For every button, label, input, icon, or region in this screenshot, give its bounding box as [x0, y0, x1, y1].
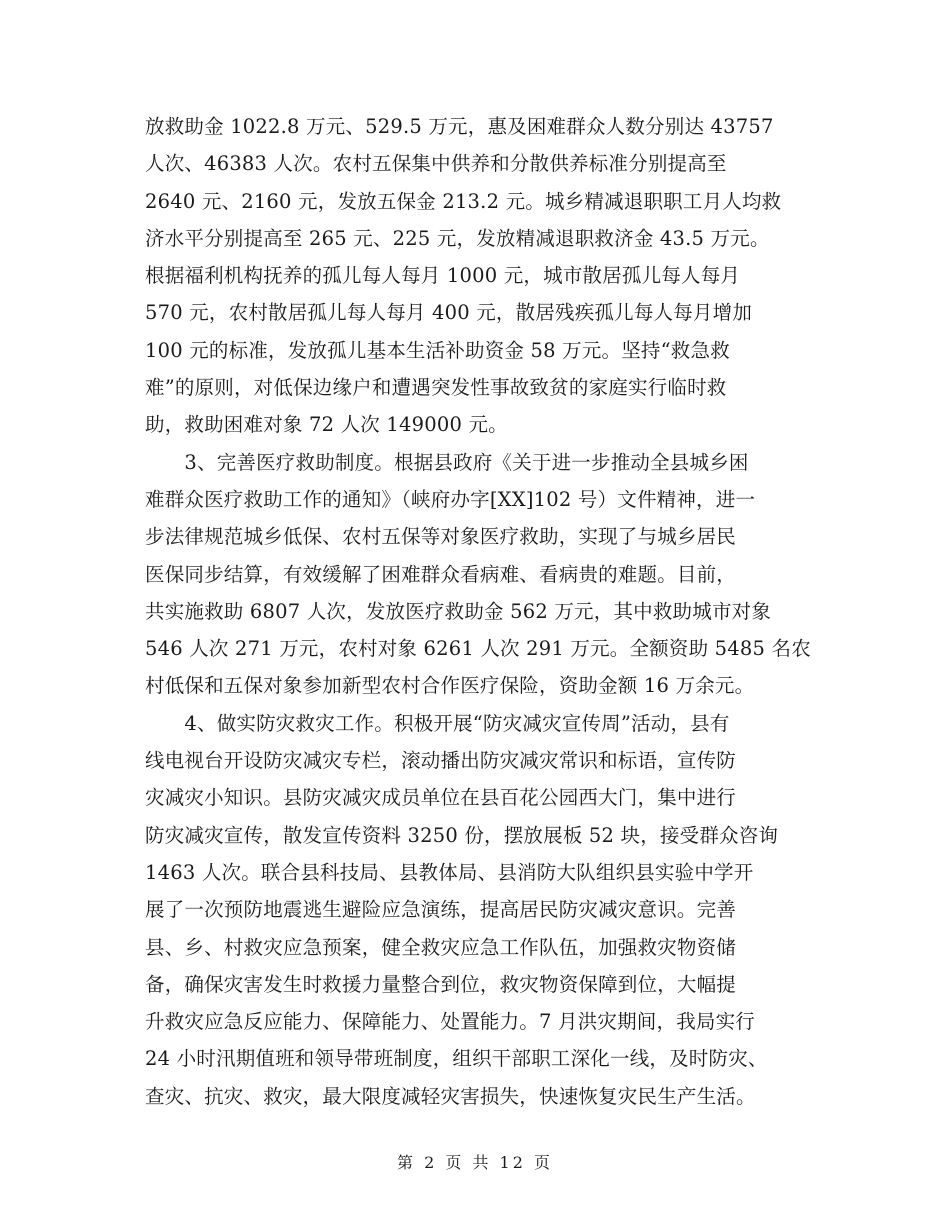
text-line: 展了一次预防地震逃生避险应急演练，提高居民防灾减灾意识。完善	[145, 898, 737, 922]
text-line: 570 元，农村散居孤儿每人每月 400 元，散居残疾孤儿每人每月增加	[145, 301, 753, 325]
text-line: 线电视台开设防灾减灾专栏，滚动播出防灾减灾常识和标语，宣传防	[145, 749, 737, 773]
text-line: 县、乡、村救灾应急预案，健全救灾应急工作队伍，加强救灾物资储	[145, 935, 737, 959]
page-footer: 第 2 页 共 12 页	[397, 1153, 553, 1172]
text-line: 助，救助困难对象 72 人次 149000 元。	[145, 413, 508, 437]
text-line: 灾减灾小知识。县防灾减灾成员单位在县百花公园西大门，集中进行	[145, 786, 737, 810]
text-line: 难群众医疗救助工作的通知》（峡府办字[XX]102 号）文件精神，进一	[145, 487, 756, 511]
text-line: 济水平分别提高至 265 元、225 元，发放精减退职救济金 43.5 万元。	[145, 226, 770, 250]
section-3-heading-line: 3、完善医疗救助制度。根据县政府《关于进一步推动全县城乡困	[145, 450, 749, 474]
text-line: 查灾、抗灾、救灾，最大限度减轻灾害损失，快速恢复灾民生产生活。	[145, 1084, 756, 1108]
text-line: 1463 人次。联合县科技局、县教体局、县消防大队组织县实验中学开	[145, 860, 754, 884]
text-line: 步法律规范城乡低保、农村五保等对象医疗救助，实现了与城乡居民	[145, 525, 737, 549]
text-line: 根据福利机构抚养的孤儿每人每月 1000 元，城市散居孤儿每人每月	[145, 264, 741, 288]
text-line: 546 人次 271 万元，农村对象 6261 人次 291 万元。全额资助 5485 名农	[145, 637, 811, 661]
text-line: 100 元的标准，发放孤儿基本生活补助资金 58 万元。坚持“救急救	[145, 338, 730, 362]
text-line: 难”的原则，对低保边缘户和遭遇突发性事故致贫的家庭实行临时救	[145, 376, 727, 400]
text-line: 防灾减灾宣传，散发宣传资料 3250 份，摆放展板 52 块，接受群众咨询	[145, 823, 779, 847]
text-line: 村低保和五保对象参加新型农村合作医疗保险，资助金额 16 万余元。	[145, 674, 755, 698]
text-line: 放救助金 1022.8 万元、529.5 万元，惠及困难群众人数分别达 43757	[145, 115, 774, 138]
text-line: 24 小时汛期值班和领导带班制度，组织干部职工深化一线，及时防灾、	[145, 1047, 768, 1071]
text-line: 共实施救助 6807 人次，发放医疗救助金 562 万元，其中救助城市对象	[145, 599, 772, 623]
text-line: 人次、46383 人次。农村五保集中供养和分散供养标准分别提高至	[145, 152, 727, 176]
section-4-heading-line: 4、做实防灾救灾工作。积极开展“防灾减灾宣传周”活动，县有	[145, 711, 730, 735]
text-line: 2640 元、2160 元，发放五保金 213.2 元。城乡精减退职职工月人均救	[145, 189, 782, 213]
text-line: 医保同步结算，有效缓解了困难群众看病难、看病贵的难题。目前，	[145, 562, 737, 586]
body-text	[145, 108, 813, 1115]
text-line: 升救灾应急反应能力、保障能力、处置能力。7 月洪灾期间，我局实行	[145, 1010, 756, 1034]
text-line: 备，确保灾害发生时救援力量整合到位，救灾物资保障到位，大幅提	[145, 972, 737, 996]
